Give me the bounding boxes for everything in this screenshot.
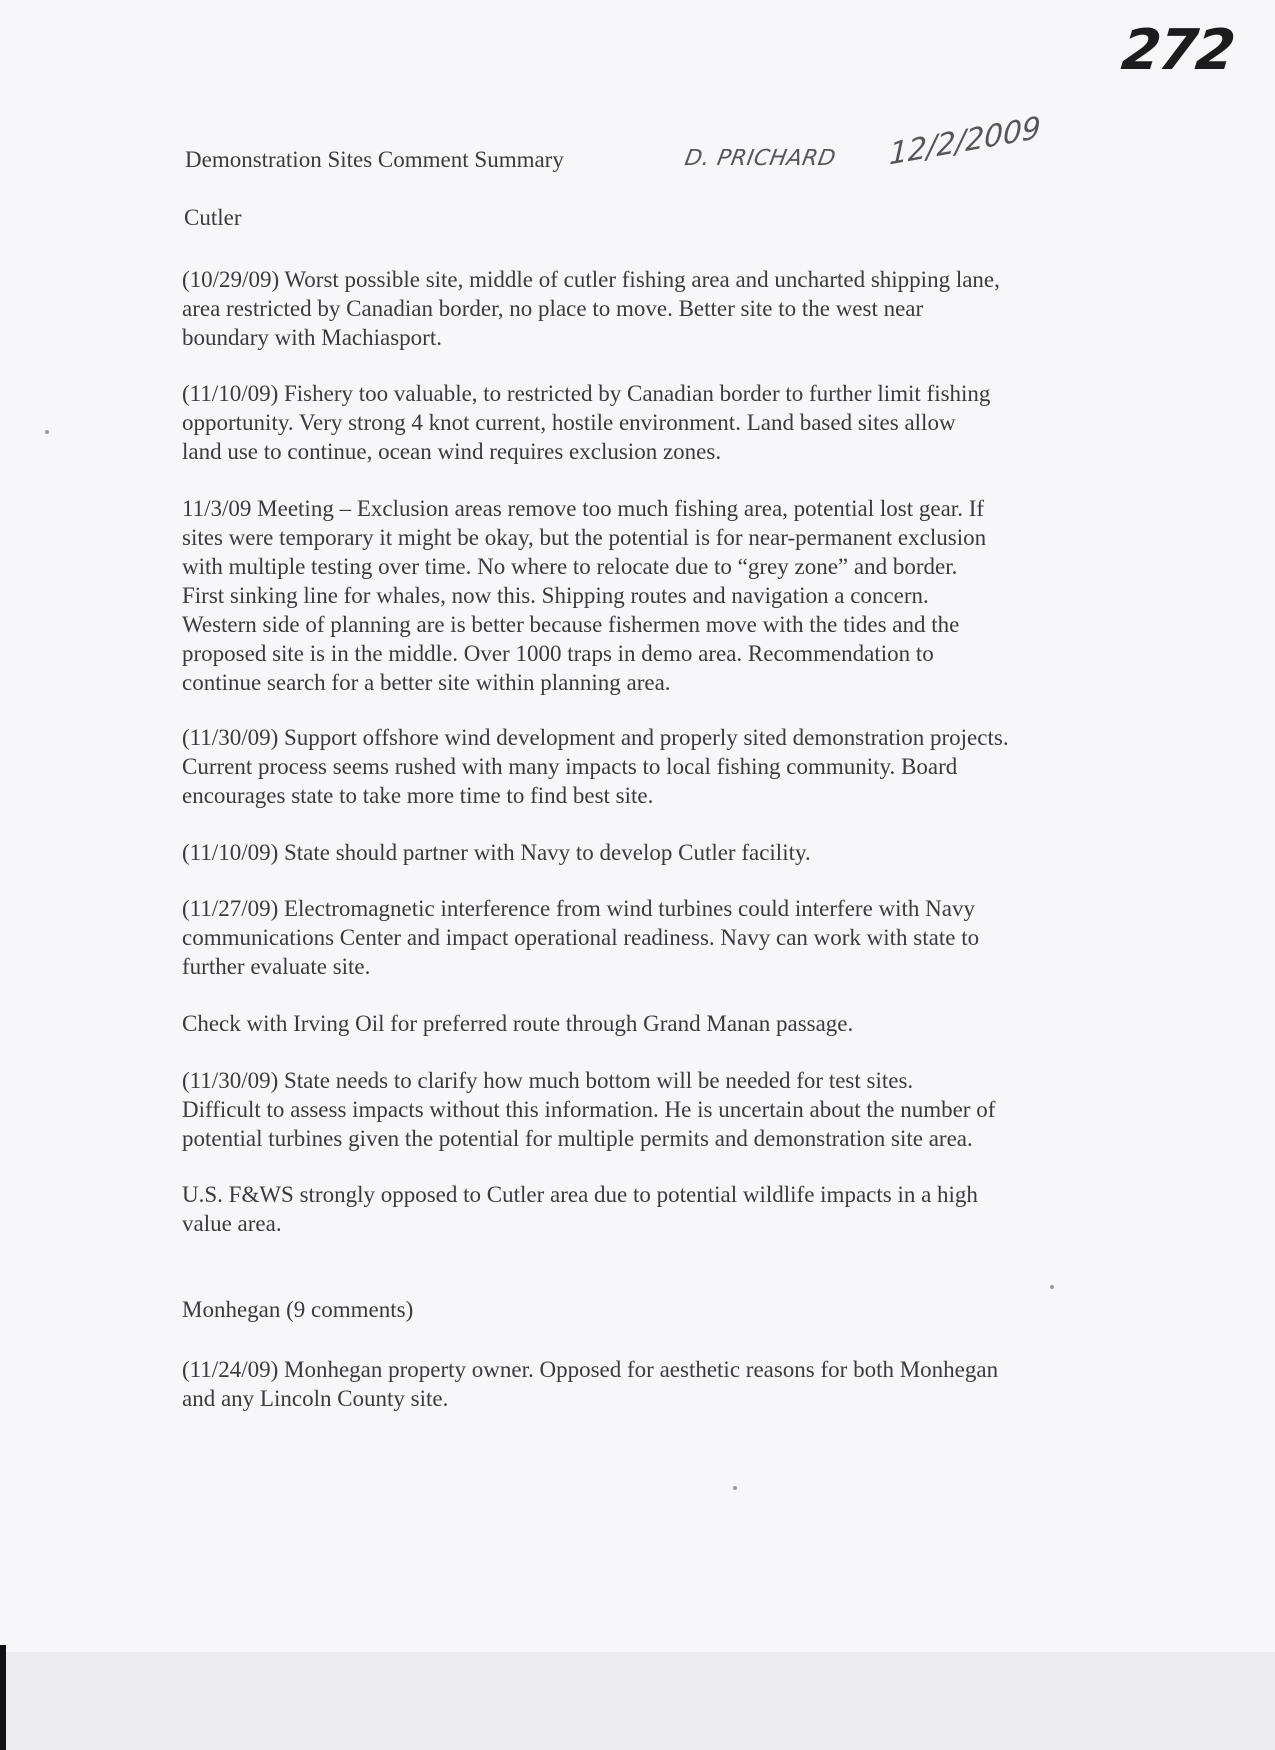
comment-line: Western side of planning are is better because fishermen move with the tides and the xyxy=(182,612,960,637)
scan-speck xyxy=(45,430,49,434)
section-heading-cutler: Cutler xyxy=(184,205,242,230)
comment-paragraph xyxy=(182,838,1102,867)
comment-line: (11/10/09) Fishery too valuable, to restricted by Canadian border to further limit fishing xyxy=(182,381,991,406)
comment-line: (11/24/09) Monhegan property owner. Opposed for aesthetic reasons for both Monhegan xyxy=(182,1357,999,1382)
scan-bottom-strip xyxy=(0,1652,1275,1750)
comment-paragraph xyxy=(182,1066,1102,1153)
comment-line: encourages state to take more time to find best site. xyxy=(182,783,654,808)
comment-line: further evaluate site. xyxy=(182,954,371,979)
handwritten-page-number: 272 xyxy=(1118,18,1237,83)
comment-line: (11/30/09) Support offshore wind development and properly sited demonstration projects. xyxy=(182,725,1009,750)
comment-line: Current process seems rushed with many impacts to local fishing community. Board xyxy=(182,754,958,779)
comment-line: Check with Irving Oil for preferred route through Grand Manan passage. xyxy=(182,1011,854,1036)
comment-line: proposed site is in the middle. Over 1000 traps in demo area. Recommendation to xyxy=(182,641,934,666)
comment-line: (11/27/09) Electromagnetic interference from wind turbines could interfere with Navy xyxy=(182,896,975,921)
comment-line: 11/3/09 Meeting – Exclusion areas remove too much fishing area, potential lost gear. If xyxy=(182,496,985,521)
comment-line: area restricted by Canadian border, no place to move. Better site to the west near xyxy=(182,296,924,321)
comment-paragraph xyxy=(182,1180,1102,1238)
comment-paragraph xyxy=(182,265,1102,352)
comment-line: communications Center and impact operational readiness. Navy can work with state to xyxy=(182,925,980,950)
comment-line: (11/30/09) State needs to clarify how much bottom will be needed for test sites. xyxy=(182,1068,914,1093)
comment-line: Difficult to assess impacts without this information. He is uncertain about the number of xyxy=(182,1097,996,1122)
document-title: Demonstration Sites Comment Summary xyxy=(185,147,564,172)
comment-paragraph xyxy=(182,379,1102,466)
comment-paragraph xyxy=(182,494,1102,697)
comment-line: potential turbines given the potential for multiple permits and demonstration site area. xyxy=(182,1126,973,1151)
comment-line: value area. xyxy=(182,1211,282,1236)
comment-line: boundary with Machiasport. xyxy=(182,325,442,350)
comment-line: (10/29/09) Worst possible site, middle of cutler fishing area and uncharted shipping lane, xyxy=(182,267,1000,292)
comment-line: and any Lincoln County site. xyxy=(182,1386,449,1411)
comment-paragraph xyxy=(182,894,1102,981)
handwritten-signature-date: 12/2/2009 xyxy=(888,110,1042,173)
scan-speck xyxy=(733,1486,737,1490)
comment-line: First sinking line for whales, now this. Shipping routes and navigation a concern. xyxy=(182,583,929,608)
handwritten-signature-name: D. PRICHARD xyxy=(682,146,838,171)
comment-paragraph xyxy=(182,723,1102,810)
scan-speck xyxy=(1050,1285,1054,1289)
comment-line: opportunity. Very strong 4 knot current, hostile environment. Land based sites allow xyxy=(182,410,956,435)
comment-line: continue search for a better site within planning area. xyxy=(182,670,671,695)
comment-paragraph xyxy=(182,1355,1102,1413)
comment-line: land use to continue, ocean wind requires exclusion zones. xyxy=(182,439,722,464)
comment-line: (11/10/09) State should partner with Navy to develop Cutler facility. xyxy=(182,840,811,865)
comment-paragraph xyxy=(182,1009,1102,1038)
section-heading-monhegan: Monhegan (9 comments) xyxy=(182,1297,414,1322)
comment-line: sites were temporary it might be okay, but the potential is for near-permanent exclusion xyxy=(182,525,987,550)
scan-edge-mark xyxy=(0,1645,6,1750)
comment-line: with multiple testing over time. No where to relocate due to “grey zone” and border. xyxy=(182,554,958,579)
comment-line: U.S. F&WS strongly opposed to Cutler area due to potential wildlife impacts in a high xyxy=(182,1182,978,1207)
